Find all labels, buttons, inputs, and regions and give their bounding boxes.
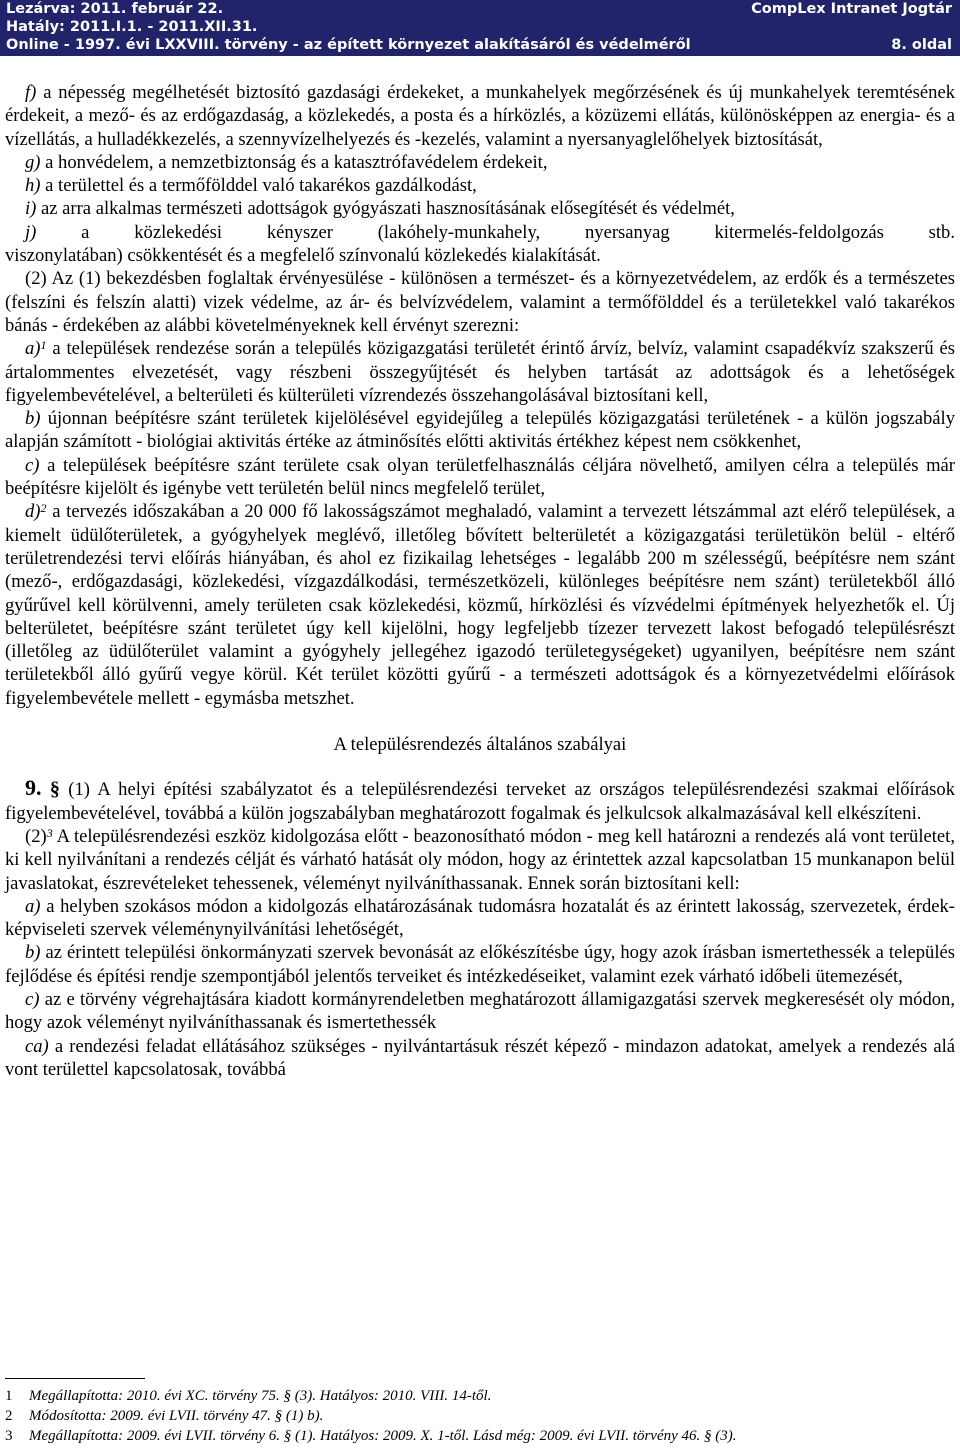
point-text: a települések beépítésre szánt területe csak olyan területfelhasználás céljára növelhető, amilyen célra a település már beépítésre kijelölt és igénybe vett területén belül nincs megfelelő terület, (5, 454, 955, 500)
section-9-paragraph-1 (5, 776, 955, 825)
point-f (5, 81, 955, 151)
point-label: i) (25, 198, 37, 220)
sub-point-ca (5, 1035, 955, 1082)
footnote-divider (5, 1378, 145, 1379)
point-b (5, 407, 955, 454)
page-number: 8. oldal (891, 37, 952, 53)
footnote (5, 1406, 955, 1426)
validity-range: Hatály: 2011.I.1. - 2011.XII.31. (6, 19, 258, 35)
point-label: g) (25, 151, 41, 173)
section-sign: § (49, 778, 60, 801)
point-label: ca) (25, 1035, 49, 1057)
point-text: a helyben szokásos módon a kidolgozás elhatározásának tudomásra hozatalát és az érintett lakosság, szervezetek, érdek-képviseleti szervek véleménynyilvánítási lehetőségét, (5, 895, 955, 941)
point-label: d) (25, 501, 41, 523)
footnote-ref[interactable]: 3 (46, 825, 53, 840)
point-j-continuation: viszonylatában) csökkentését és a megfelelő színvonalú közlekedés kialakítását. (5, 245, 601, 267)
document-title: Online - 1997. évi LXXVIII. törvény - az épített környezet alakításáról és védelméről (6, 37, 691, 53)
footnotes (5, 1386, 955, 1446)
point-text: az e törvény végrehajtására kiadott kormányrendeletben meghatározott államigazgatási szervek megkeresését oly módon, hogy azok véleményt nyilváníthassanak és ismertethessék (5, 988, 955, 1034)
section-text: (1) A helyi építési szabályzatot és a településrendezési terveket az országos településrendezési szakmai előírások figyelembevételével, továbbá a külön jogszabályban meghatározott fogalmak és jelkulcsok alkalmazásával kell elkészíteni. (5, 779, 955, 824)
point-c (5, 454, 955, 501)
section-number: 9. (25, 775, 42, 801)
section-9-paragraph-2 (5, 825, 955, 895)
page-header (0, 0, 960, 56)
footnote-number: 2 (5, 1408, 13, 1424)
point-text: a rendezési feladat ellátásához szükséges - nyilvántartásuk részét képező - mindazon adatokat, amelyek a rendezés alá vont területtel kapcsolatosak, továbbá (5, 1035, 955, 1080)
point-text: a tervezés időszakában a 20 000 fő lakosságszámot meghaladó, valamint a tervezett létszámmal azt elérő települések, a kiemelt üdülőterületek, a gyógyhelyek meglévő, illetőleg bővített belterületét a közigazgatási területükön belül - eltérő területrendezési tervi előírás hiányában, és ahol ez fizikailag lehetséges - legalább 200 m szélességű, beépítésre nem szánt (mező-, erdőgazdasági, közlekedési, vízgazdálkodási, természetközeli, különleges beépítésre nem szánt) területekből álló gyűrűvel kell körülvenni, amely területen csak közlekedési, közmű, hírközlési és vízvédelmi építmények helyezhetők el. Új belterületet, beépítésre szánt területet úgy kell kijelölni, hogy legfeljebb tízezer tervezett lakost befogadó településrészt (illetőleg az üdülőterület valamint a gyógyhely jellegéhez igazodó területegységeket) ugyanilyen, beépítésre nem szánt területekből álló gyűrű vegye körül. Két terület közötti gyűrű - a természeti adottságok és a környezetvédelmi előírások figyelembevétele mellett - egymásba metszhet. (5, 501, 955, 709)
sub-point-a (5, 895, 955, 942)
footnote-text: Módosította: 2009. évi LVII. törvény 47. § (1) b). (29, 1408, 324, 1424)
footnote-ref[interactable]: 1 (40, 338, 47, 353)
point-label: j) (25, 221, 37, 243)
point-label: c) (25, 988, 40, 1010)
sub-point-b (5, 941, 955, 988)
paragraph-lead: (2) (25, 825, 47, 847)
point-label: f) (25, 82, 37, 103)
paragraph-text: A településrendezési eszköz kidolgozása előtt - beazonosítható módon - meg kell határozni a rendezés alá vont területet, ki kell nyilvánítani a rendezés célját és várható hatását oly módon, hogy az érintettek azzal kapcsolatban 15 munkanapon belül javaslatokat, észrevételeket tehessenek, véleményt nyilváníthassanak. Ennek során biztosítani kell: (5, 825, 955, 894)
section-heading: A településrendezés általános szabályai (333, 734, 627, 756)
footnote-text: Megállapította: 2009. évi LVII. törvény 6. § (1). Hatályos: 2009. X. 1-től. Lásd még: 2009. évi LVII. törvény 46. § (3). (29, 1428, 737, 1444)
point-text: a közlekedési kényszer (lakóhely-munkahely, nyersanyag kitermelés-feldolgozás stb. (36, 221, 955, 243)
closing-date: Lezárva: 2011. február 22. (6, 1, 224, 17)
point-label: c) (25, 454, 40, 476)
footnote-number: 1 (5, 1388, 13, 1404)
point-label: b) (25, 408, 41, 430)
point-d (5, 500, 955, 710)
footnote (5, 1426, 955, 1446)
point-h (5, 174, 955, 197)
sub-point-c (5, 988, 955, 1035)
footnote (5, 1386, 955, 1406)
point-a (5, 337, 955, 407)
point-j (5, 221, 955, 244)
point-text: az arra alkalmas természeti adottságok gyógyászati hasznosításának elősegítését és védelmét, (36, 198, 735, 220)
point-i (5, 197, 955, 220)
point-label: a) (25, 338, 41, 360)
point-label: h) (25, 175, 41, 197)
paragraph-2: (2) Az (1) bekezdésben foglaltak érvényesülése - különösen a természet- és a környezetvédelem, az erdők és a természetes (felszíni és felszín alatti) vizek védelme, az ár- és belvízvédelem, valamint a termőfölddel és a területekkel való takarékos bánás - érdekében az alábbi követelményeknek kell érvényt szerezni: (5, 268, 955, 336)
point-text: a települések rendezése során a település közigazgatási területét érintő árvíz, belvíz, valamint csapadékvíz szakszerű és ártalommentes elvezetését, vagy részbeni összegyűjtését és helyben tartását az adottságok és a lehetőségek figyelembevételével, a belterületi és külterületi vízrendezés összehangolásával biztosítani kell, (5, 338, 955, 406)
point-label: a) (25, 895, 41, 917)
point-text: a népesség megélhetését biztosító gazdasági érdekeket, a munkahelyek megőrzésének és új munkahelyek teremtésének érdekeit, a mező- és az erdőgazdaság, a közlekedés, a posta és a hírközlés, a közüzemi ellátás, különösképpen az energia- és a vízellátás, a hulladékkezelés, a szennyvízelhelyezés és -kezelés, valamint a nyersanyaglelőhelyek biztosítását, (5, 82, 955, 150)
point-text: a területtel és a termőfölddel való takarékos gazdálkodást, (40, 175, 477, 197)
product-name: CompLex Intranet Jogtár (751, 1, 952, 17)
point-g (5, 151, 955, 174)
point-label: b) (25, 942, 41, 964)
footnote-ref[interactable]: 2 (40, 501, 47, 516)
footnote-text: Megállapította: 2010. évi XC. törvény 75. § (3). Hatályos: 2010. VIII. 14-től. (29, 1388, 492, 1404)
point-text: az érintett települési önkormányzati szervek bevonását az előkészítésbe úgy, hogy azok írásban ismertethessék a település fejlődése és építési rendje szempontjából jelentős terveiket és intézkedéseiket, valamint ezek várható időbeli ütemezését, (5, 942, 955, 987)
point-text: újonnan beépítésre szánt területek kijelölésével egyidejűleg a település közigazgatási területének - a külön jogszabály alapján számított - biológiai aktivitás értéke az átminősítés előtti aktivitás értékhez képest nem csökkenhet, (5, 408, 955, 453)
point-text: a honvédelem, a nemzetbiztonság és a katasztrófavédelem érdekeit, (40, 151, 548, 173)
document-body (5, 81, 955, 1081)
footnote-number: 3 (5, 1428, 13, 1444)
